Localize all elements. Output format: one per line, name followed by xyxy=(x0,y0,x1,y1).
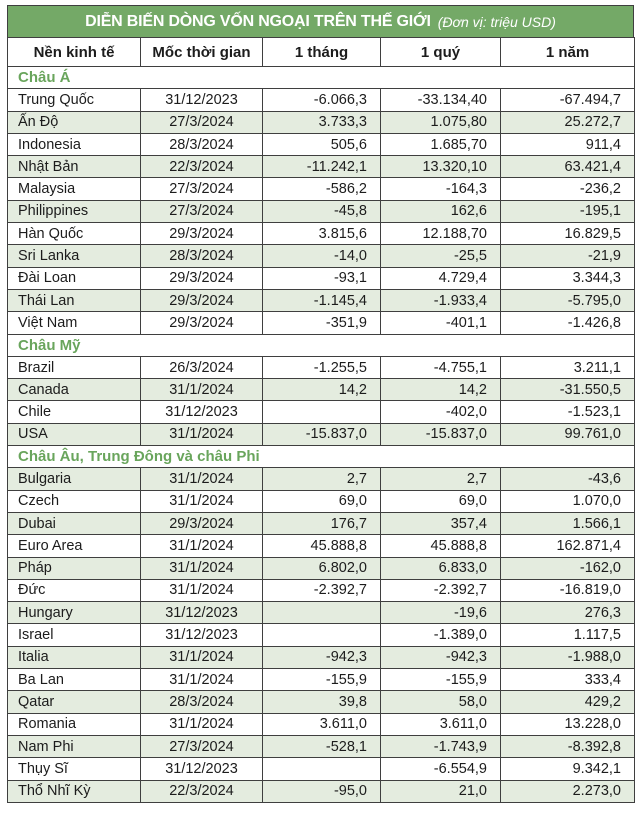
column-header-3: 1 quý xyxy=(381,38,501,67)
value-cell: -1.933,4 xyxy=(381,289,501,311)
value-cell: 63.421,4 xyxy=(501,156,635,178)
value-cell: 3.815,6 xyxy=(263,223,381,245)
table-row xyxy=(8,512,635,534)
value-cell: 45.888,8 xyxy=(381,535,501,557)
economy-cell: Pháp xyxy=(8,557,141,579)
value-cell: -401,1 xyxy=(381,312,501,334)
value-cell: 3.611,0 xyxy=(381,713,501,735)
value-cell: 3.611,0 xyxy=(263,713,381,735)
value-cell: 13.320,10 xyxy=(381,156,501,178)
value-cell: 1.117,5 xyxy=(501,624,635,646)
value-cell: -6.066,3 xyxy=(263,89,381,111)
value-cell: 1.075,80 xyxy=(381,111,501,133)
economy-cell: Malaysia xyxy=(8,178,141,200)
table-row xyxy=(8,89,635,111)
economy-cell: Hungary xyxy=(8,602,141,624)
section-label: Châu Âu, Trung Đông và châu Phi xyxy=(8,446,635,468)
value-cell: 1.566,1 xyxy=(501,512,635,534)
value-cell: 4.729,4 xyxy=(381,267,501,289)
value-cell: -67.494,7 xyxy=(501,89,635,111)
value-cell: 357,4 xyxy=(381,512,501,534)
table-row xyxy=(8,691,635,713)
value-cell: 3.733,3 xyxy=(263,111,381,133)
economy-cell: Romania xyxy=(8,713,141,735)
economy-cell: Nhật Bản xyxy=(8,156,141,178)
value-cell: -1.426,8 xyxy=(501,312,635,334)
date-cell: 31/1/2024 xyxy=(141,646,263,668)
economy-cell: Czech xyxy=(8,490,141,512)
value-cell: -155,9 xyxy=(381,669,501,691)
value-cell: -95,0 xyxy=(263,780,381,802)
economy-cell: USA xyxy=(8,423,141,445)
value-cell: 21,0 xyxy=(381,780,501,802)
table-row xyxy=(8,423,635,445)
value-cell: -31.550,5 xyxy=(501,379,635,401)
value-cell: 9.342,1 xyxy=(501,758,635,780)
value-cell: -195,1 xyxy=(501,200,635,222)
table-row xyxy=(8,245,635,267)
economy-cell: Hàn Quốc xyxy=(8,223,141,245)
table-title-bar xyxy=(7,5,634,38)
table-row xyxy=(8,200,635,222)
economy-cell: Brazil xyxy=(8,356,141,378)
value-cell: 2,7 xyxy=(263,468,381,490)
date-cell: 29/3/2024 xyxy=(141,267,263,289)
value-cell: -351,9 xyxy=(263,312,381,334)
value-cell: 14,2 xyxy=(381,379,501,401)
value-cell: 505,6 xyxy=(263,133,381,155)
value-cell: -25,5 xyxy=(381,245,501,267)
economy-cell: Đài Loan xyxy=(8,267,141,289)
value-cell: -1.988,0 xyxy=(501,646,635,668)
table-row xyxy=(8,646,635,668)
economy-cell: Trung Quốc xyxy=(8,89,141,111)
value-cell: -21,9 xyxy=(501,245,635,267)
value-cell: -1.255,5 xyxy=(263,356,381,378)
table-row xyxy=(8,289,635,311)
value-cell: -1.523,1 xyxy=(501,401,635,423)
table-row xyxy=(8,579,635,601)
column-header-2: 1 tháng xyxy=(263,38,381,67)
value-cell: 162.871,4 xyxy=(501,535,635,557)
economy-cell: Israel xyxy=(8,624,141,646)
date-cell: 27/3/2024 xyxy=(141,735,263,757)
value-cell: -15.837,0 xyxy=(263,423,381,445)
date-cell: 29/3/2024 xyxy=(141,312,263,334)
table-row xyxy=(8,669,635,691)
value-cell: -15.837,0 xyxy=(381,423,501,445)
section-row xyxy=(8,67,635,89)
table-row xyxy=(8,356,635,378)
economy-cell: Ấn Độ xyxy=(8,111,141,133)
value-cell: 6.833,0 xyxy=(381,557,501,579)
table-row xyxy=(8,735,635,757)
value-cell: 12.188,70 xyxy=(381,223,501,245)
date-cell: 31/1/2024 xyxy=(141,669,263,691)
value-cell: -155,9 xyxy=(263,669,381,691)
economy-cell: Đức xyxy=(8,579,141,601)
date-cell: 31/1/2024 xyxy=(141,468,263,490)
section-label: Châu Mỹ xyxy=(8,334,635,356)
date-cell: 31/1/2024 xyxy=(141,579,263,601)
value-cell: -2.392,7 xyxy=(381,579,501,601)
table-row xyxy=(8,379,635,401)
value-cell: -11.242,1 xyxy=(263,156,381,178)
value-cell: -528,1 xyxy=(263,735,381,757)
date-cell: 28/3/2024 xyxy=(141,245,263,267)
table-row xyxy=(8,490,635,512)
economy-cell: Indonesia xyxy=(8,133,141,155)
value-cell xyxy=(263,401,381,423)
value-cell: -1.145,4 xyxy=(263,289,381,311)
value-cell: 429,2 xyxy=(501,691,635,713)
economy-cell: Nam Phi xyxy=(8,735,141,757)
value-cell xyxy=(263,602,381,624)
value-cell: -162,0 xyxy=(501,557,635,579)
value-cell: 25.272,7 xyxy=(501,111,635,133)
table-row xyxy=(8,312,635,334)
value-cell: -402,0 xyxy=(381,401,501,423)
economy-cell: Philippines xyxy=(8,200,141,222)
table-title: DIỄN BIẾN DÒNG VỐN NGOẠI TRÊN THẾ GIỚI xyxy=(85,12,431,30)
value-cell xyxy=(263,624,381,646)
economy-cell: Canada xyxy=(8,379,141,401)
economy-cell: Sri Lanka xyxy=(8,245,141,267)
economy-cell: Thái Lan xyxy=(8,289,141,311)
date-cell: 31/12/2023 xyxy=(141,624,263,646)
table-row xyxy=(8,713,635,735)
value-cell: -8.392,8 xyxy=(501,735,635,757)
value-cell: 69,0 xyxy=(381,490,501,512)
date-cell: 28/3/2024 xyxy=(141,133,263,155)
value-cell: -14,0 xyxy=(263,245,381,267)
economy-cell: Thổ Nhĩ Kỳ xyxy=(8,780,141,802)
table-row xyxy=(8,624,635,646)
economy-cell: Chile xyxy=(8,401,141,423)
table-row xyxy=(8,223,635,245)
table-header-row xyxy=(8,38,635,67)
value-cell: -586,2 xyxy=(263,178,381,200)
value-cell: 276,3 xyxy=(501,602,635,624)
date-cell: 22/3/2024 xyxy=(141,156,263,178)
value-cell: 69,0 xyxy=(263,490,381,512)
date-cell: 31/1/2024 xyxy=(141,379,263,401)
economy-cell: Euro Area xyxy=(8,535,141,557)
date-cell: 31/12/2023 xyxy=(141,89,263,111)
capital-flows-table xyxy=(7,37,635,803)
value-cell: 176,7 xyxy=(263,512,381,534)
economy-cell: Việt Nam xyxy=(8,312,141,334)
value-cell: 13.228,0 xyxy=(501,713,635,735)
value-cell: 2.273,0 xyxy=(501,780,635,802)
economy-cell: Bulgaria xyxy=(8,468,141,490)
value-cell: -5.795,0 xyxy=(501,289,635,311)
table-row xyxy=(8,401,635,423)
value-cell: -33.134,40 xyxy=(381,89,501,111)
table-row xyxy=(8,780,635,802)
date-cell: 31/1/2024 xyxy=(141,557,263,579)
date-cell: 27/3/2024 xyxy=(141,111,263,133)
column-header-4: 1 năm xyxy=(501,38,635,67)
economy-cell: Qatar xyxy=(8,691,141,713)
table-row xyxy=(8,535,635,557)
date-cell: 31/1/2024 xyxy=(141,535,263,557)
value-cell: 3.344,3 xyxy=(501,267,635,289)
value-cell: 3.211,1 xyxy=(501,356,635,378)
value-cell: -236,2 xyxy=(501,178,635,200)
value-cell: 16.829,5 xyxy=(501,223,635,245)
economy-cell: Thụy Sĩ xyxy=(8,758,141,780)
value-cell: -4.755,1 xyxy=(381,356,501,378)
value-cell: -45,8 xyxy=(263,200,381,222)
value-cell: -2.392,7 xyxy=(263,579,381,601)
column-header-0: Nền kinh tế xyxy=(8,38,141,67)
table-row xyxy=(8,267,635,289)
date-cell: 31/12/2023 xyxy=(141,401,263,423)
value-cell: 6.802,0 xyxy=(263,557,381,579)
section-row xyxy=(8,446,635,468)
capital-flows-table-card xyxy=(7,5,634,803)
value-cell: 45.888,8 xyxy=(263,535,381,557)
value-cell: -93,1 xyxy=(263,267,381,289)
date-cell: 31/1/2024 xyxy=(141,713,263,735)
date-cell: 31/12/2023 xyxy=(141,758,263,780)
table-row xyxy=(8,468,635,490)
table-row xyxy=(8,602,635,624)
economy-cell: Italia xyxy=(8,646,141,668)
value-cell: 14,2 xyxy=(263,379,381,401)
value-cell: -43,6 xyxy=(501,468,635,490)
value-cell: -942,3 xyxy=(381,646,501,668)
date-cell: 31/1/2024 xyxy=(141,423,263,445)
table-row xyxy=(8,133,635,155)
value-cell: 162,6 xyxy=(381,200,501,222)
table-row xyxy=(8,156,635,178)
date-cell: 27/3/2024 xyxy=(141,200,263,222)
date-cell: 31/1/2024 xyxy=(141,490,263,512)
date-cell: 29/3/2024 xyxy=(141,289,263,311)
section-label: Châu Á xyxy=(8,67,635,89)
date-cell: 22/3/2024 xyxy=(141,780,263,802)
table-unit-label: (Đơn vị: triệu USD) xyxy=(437,13,556,30)
value-cell: 1.685,70 xyxy=(381,133,501,155)
value-cell: 99.761,0 xyxy=(501,423,635,445)
value-cell: 911,4 xyxy=(501,133,635,155)
date-cell: 29/3/2024 xyxy=(141,223,263,245)
value-cell: -19,6 xyxy=(381,602,501,624)
value-cell: -942,3 xyxy=(263,646,381,668)
value-cell: -6.554,9 xyxy=(381,758,501,780)
date-cell: 28/3/2024 xyxy=(141,691,263,713)
value-cell: 1.070,0 xyxy=(501,490,635,512)
date-cell: 29/3/2024 xyxy=(141,512,263,534)
table-row xyxy=(8,111,635,133)
date-cell: 26/3/2024 xyxy=(141,356,263,378)
value-cell: 2,7 xyxy=(381,468,501,490)
column-header-1: Mốc thời gian xyxy=(141,38,263,67)
table-row xyxy=(8,758,635,780)
value-cell: -16.819,0 xyxy=(501,579,635,601)
value-cell: 58,0 xyxy=(381,691,501,713)
section-row xyxy=(8,334,635,356)
value-cell: -1.389,0 xyxy=(381,624,501,646)
value-cell: -1.743,9 xyxy=(381,735,501,757)
table-row xyxy=(8,557,635,579)
table-row xyxy=(8,178,635,200)
value-cell: 333,4 xyxy=(501,669,635,691)
economy-cell: Ba Lan xyxy=(8,669,141,691)
value-cell: 39,8 xyxy=(263,691,381,713)
value-cell xyxy=(263,758,381,780)
date-cell: 31/12/2023 xyxy=(141,602,263,624)
economy-cell: Dubai xyxy=(8,512,141,534)
date-cell: 27/3/2024 xyxy=(141,178,263,200)
value-cell: -164,3 xyxy=(381,178,501,200)
